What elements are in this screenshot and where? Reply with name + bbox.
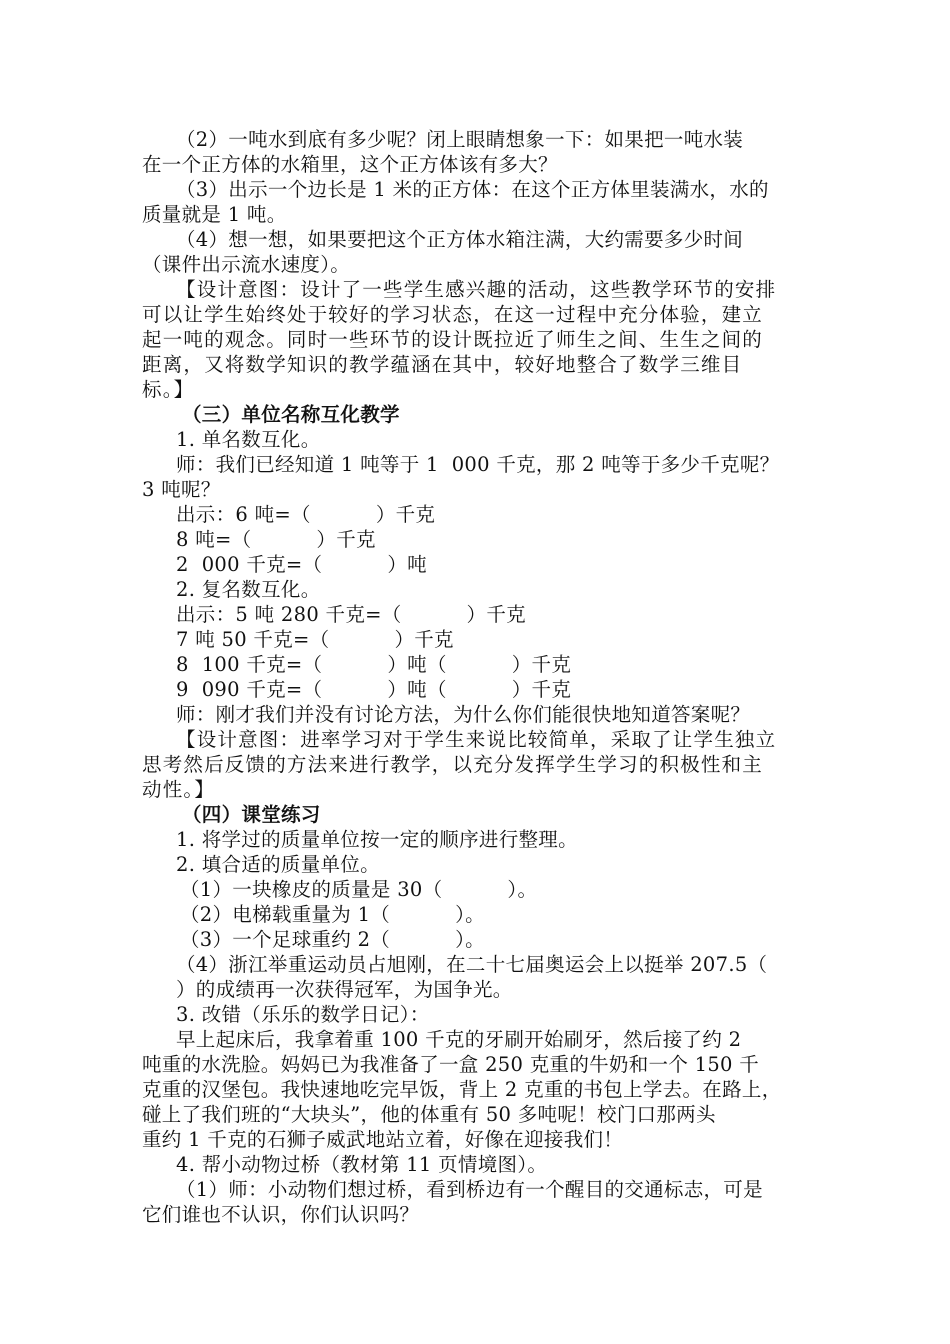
design-note-line-8: 动性。】 (142, 778, 216, 801)
text-line-43: （1）师：小动物们想过桥，看到桥边有一个醒目的交通标志，可是 (176, 1178, 763, 1201)
text-line-31: （1）一块橡皮的质量是 30（ ）。 (180, 878, 538, 901)
text-line-4: 质量就是 1 吨。 (142, 203, 287, 226)
text-line-32: （2）电梯载重量为 1（ ）。 (180, 903, 485, 926)
design-note-line-5: 标。】 (142, 378, 195, 401)
text-line-6: （课件出示流水速度）。 (142, 253, 351, 276)
text-line-44: 它们谁也不认识，你们认识吗？ (142, 1203, 420, 1226)
section-heading-3: （三）单位名称互化教学 (182, 403, 400, 426)
text-line-41: 重约 1 千克的石狮子威武地站立着，好像在迎接我们！ (142, 1128, 624, 1151)
text-line-21: 7 吨 50 千克=（ ）千克 (176, 628, 454, 651)
design-note-line-7: 思考然后反馈的方法来进行教学，以充分发挥学生学习的积极性和主 (142, 753, 764, 776)
text-line-5: （4）想一想，如果要把这个正方体水箱注满，大约需要多少时间 (176, 228, 744, 251)
text-line-29: 1. 将学过的质量单位按一定的顺序进行整理。 (176, 828, 578, 851)
text-line-39: 克重的汉堡包。我快速地吃完早饭，背上 2 克重的书包上学去。在路上， (142, 1078, 782, 1101)
text-line-16: 出示：6 吨=（ ）千克 (176, 503, 436, 526)
text-line-34: （4）浙江举重运动员占旭刚，在二十七届奥运会上以挺举 207.5（ (176, 953, 768, 976)
design-note-line-3: 起一吨的观念。同时一些环节的设计既拉近了师生之间、生生之间的 (142, 328, 764, 351)
text-line-22: 8 100 千克=（ ）吨（ ）千克 (176, 653, 572, 676)
text-line-1: （2）一吨水到底有多少呢？闭上眼睛想象一下：如果把一吨水装 (176, 128, 744, 151)
text-line-35: ）的成绩再一次获得冠军，为国争光。 (176, 978, 513, 1001)
text-line-42: 4. 帮小动物过桥（教材第 11 页情境图）。 (176, 1153, 548, 1176)
text-line-36: 3. 改错（乐乐的数学日记）： (176, 1003, 430, 1026)
text-line-37: 早上起床后，我拿着重 100 千克的牙刷开始刷牙，然后接了约 2 (176, 1028, 742, 1051)
text-line-33: （3）一个足球重约 2（ ）。 (180, 928, 485, 951)
text-line-17: 8 吨=（ ）千克 (176, 528, 376, 551)
text-line-40: 碰上了我们班的“大块头”，他的体重有 50 多吨呢！校门口那两头 (142, 1103, 716, 1126)
text-line-24: 师：刚才我们并没有讨论方法，为什么你们能很快地知道答案呢？ (176, 703, 751, 726)
design-note-line-2: 可以让学生始终处于较好的学习状态，在这一过程中充分体验，建立 (142, 303, 764, 326)
design-note-line-6: 【设计意图：进率学习对于学生来说比较简单，采取了让学生独立 (176, 728, 777, 751)
text-line-18: 2 000 千克=（ ）吨 (176, 553, 427, 576)
text-line-38: 吨重的水洗脸。妈妈已为我准备了一盒 250 克重的牛奶和一个 150 千 (142, 1053, 760, 1076)
section-heading-4: （四）课堂练习 (182, 803, 321, 826)
design-note-line-4: 距离，又将数学知识的教学蕴涵在其中，较好地整合了数学三维目 (142, 353, 743, 376)
text-line-2: 在一个正方体的水箱里，这个正方体该有多大？ (142, 153, 558, 176)
text-line-15: 3 吨呢？ (142, 478, 221, 501)
text-line-20: 出示：5 吨 280 千克=（ ）千克 (176, 603, 526, 626)
text-line-30: 2. 填合适的质量单位。 (176, 853, 380, 876)
text-line-19: 2. 复名数互化。 (176, 578, 321, 601)
text-line-23: 9 090 千克=（ ）吨（ ）千克 (176, 678, 572, 701)
text-line-14: 师：我们已经知道 1 吨等于 1 000 千克，那 2 吨等于多少千克呢？ (176, 453, 780, 476)
text-line-3: （3）出示一个边长是 1 米的正方体：在这个正方体里装满水，水的 (176, 178, 769, 201)
text-line-13: 1. 单名数互化。 (176, 428, 321, 451)
design-note-line-1: 【设计意图：设计了一些学生感兴趣的活动，这些教学环节的安排 (176, 278, 777, 301)
